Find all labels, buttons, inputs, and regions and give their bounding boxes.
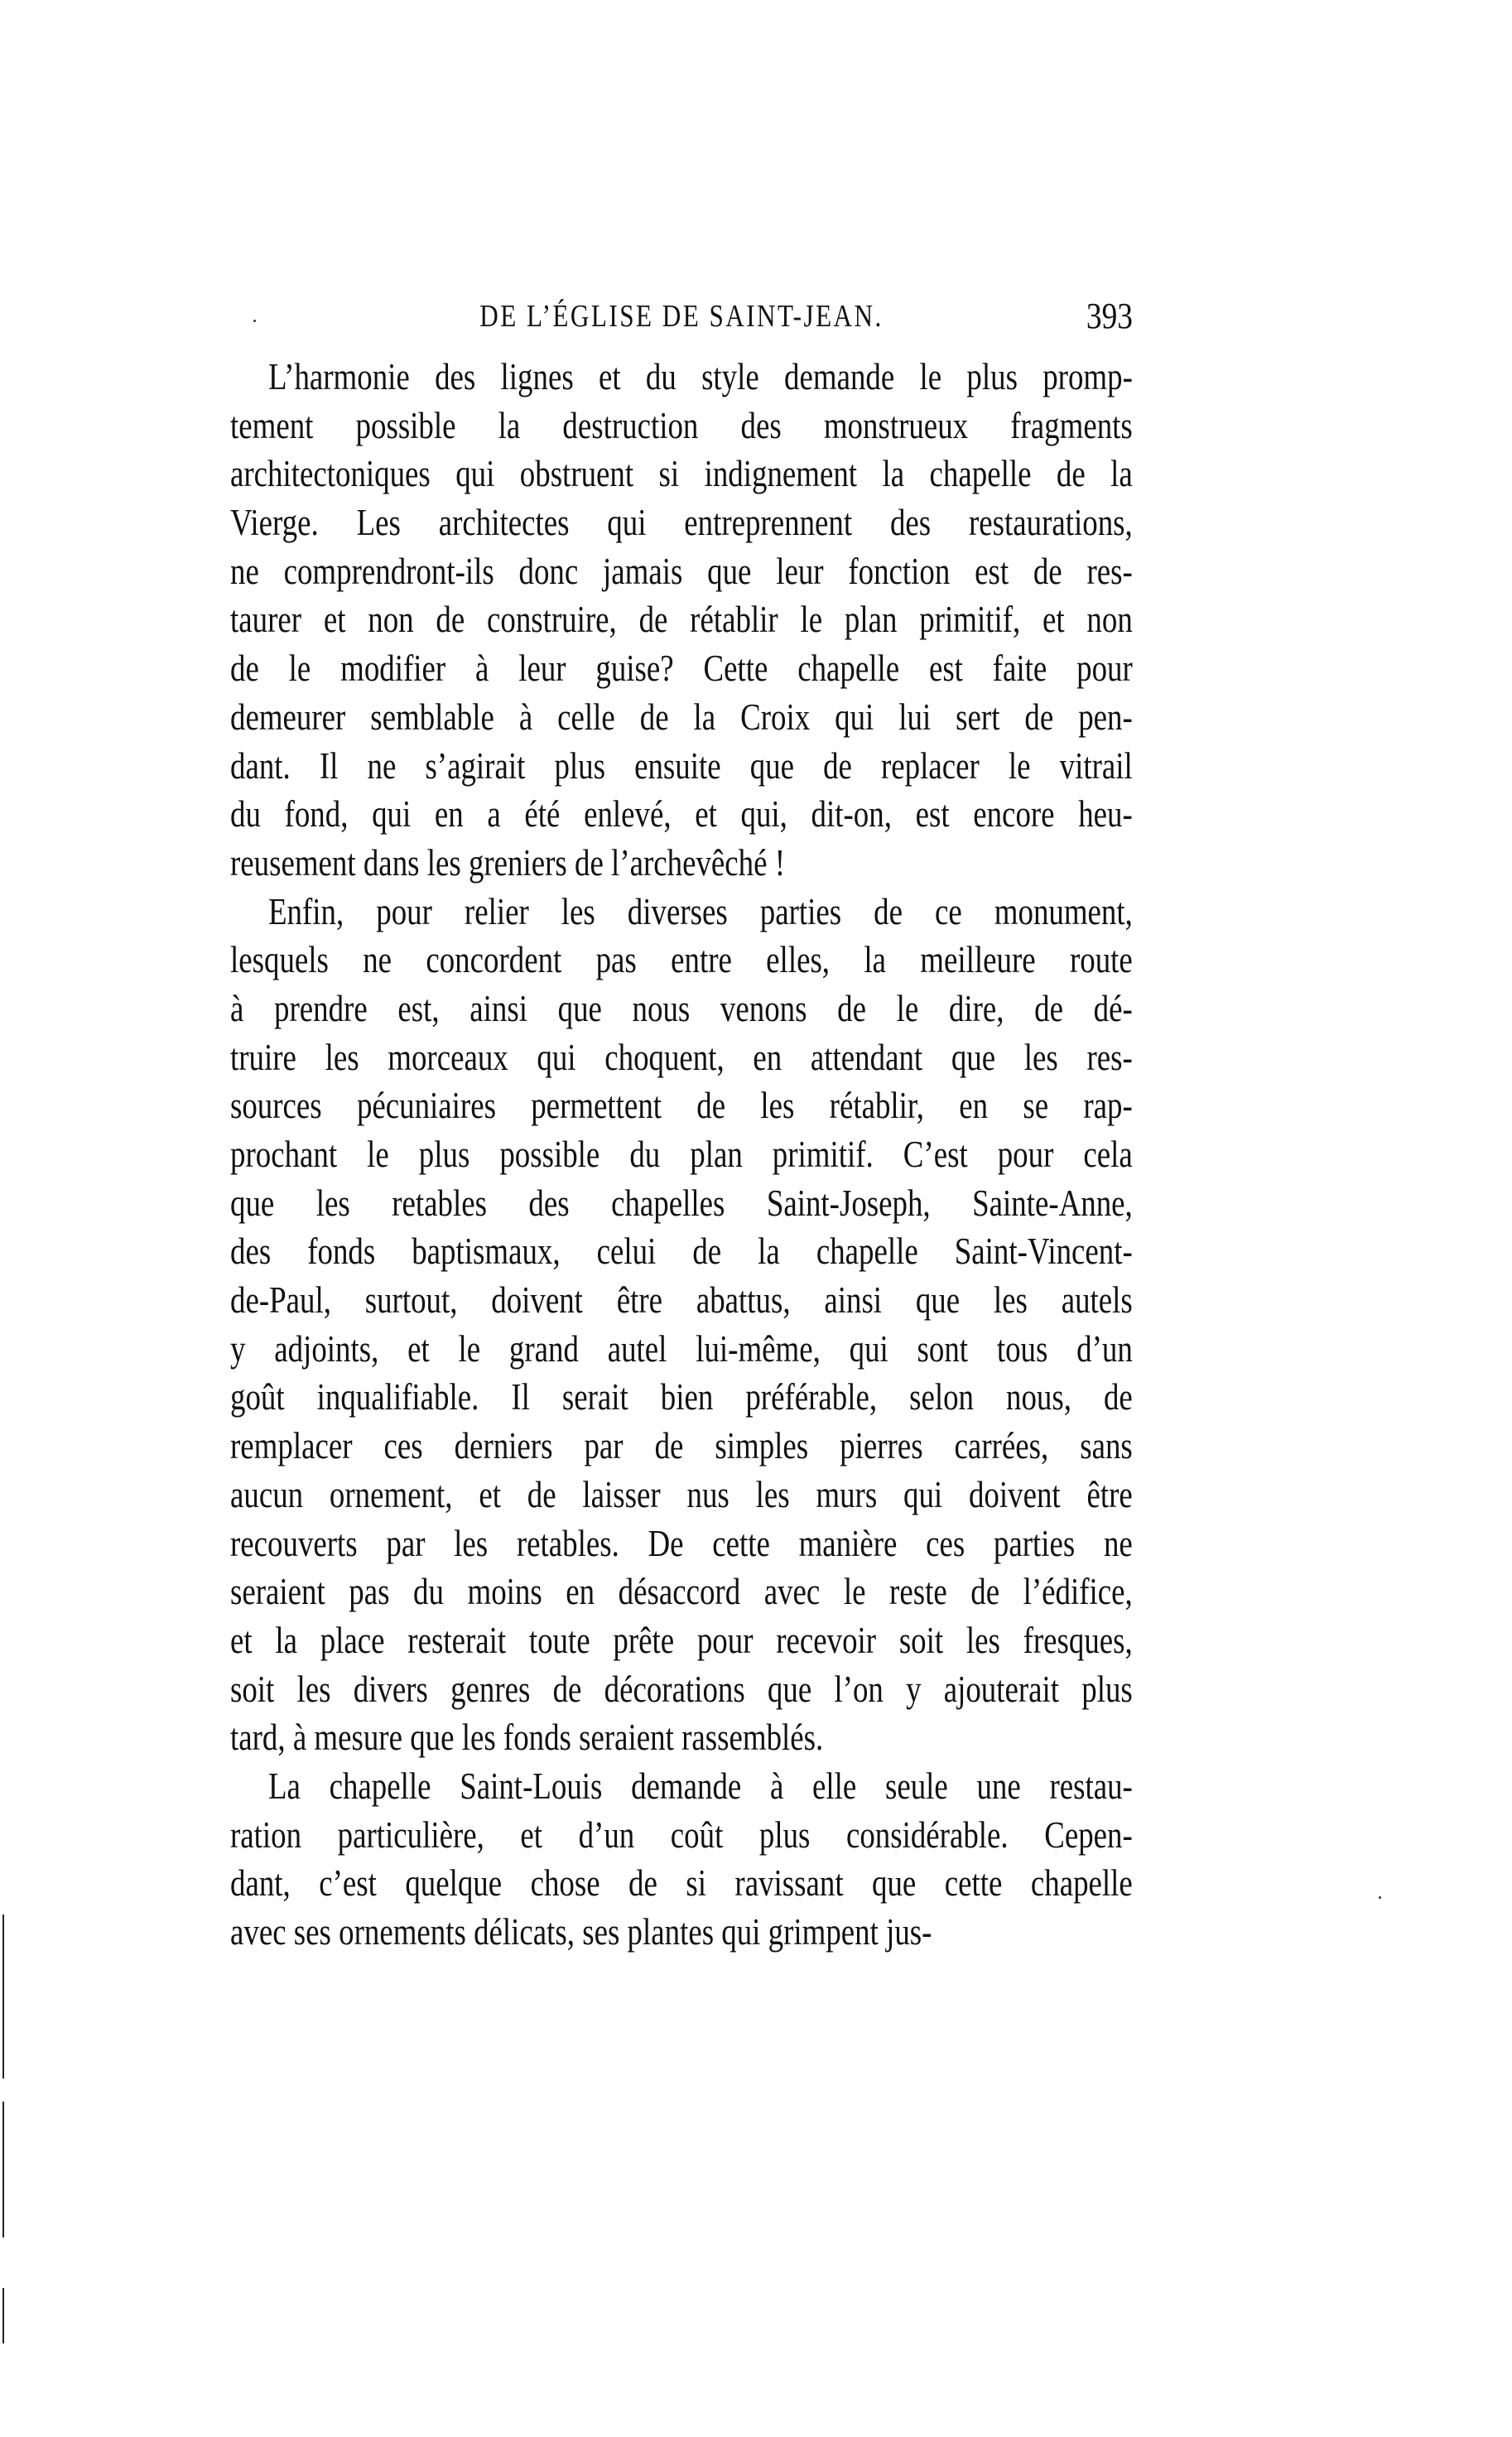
text-line xyxy=(230,1908,1133,1957)
body-text xyxy=(230,353,1133,1957)
margin-scan-line xyxy=(2,1914,4,2078)
running-title: DE L’ÉGLISE DE SAINT-JEAN. xyxy=(479,299,884,334)
margin-scan-line xyxy=(2,2102,4,2237)
text-line xyxy=(230,1811,1133,1860)
text-line-content: prochant le plus possible du plan primitif. C’est pour cela xyxy=(230,1134,1133,1175)
text-line xyxy=(230,1033,1133,1082)
text-line-content: La chapelle Saint-Louis demande à elle seule une restau- xyxy=(268,1765,1133,1807)
text-line xyxy=(230,1616,1133,1665)
text-line-content: tard, à mesure que les fonds seraient rassemblés. xyxy=(230,1717,824,1759)
text-line-content: que les retables des chapelles Saint-Joseph, Sainte-Anne, xyxy=(230,1182,1133,1224)
text-line-content: taurer et non de construire, de rétablir le plan primitif, et non xyxy=(230,599,1133,641)
text-line xyxy=(230,1471,1133,1520)
text-line-content: dant, c’est quelque chose de si ravissant que cette chapelle xyxy=(230,1862,1133,1905)
text-line xyxy=(230,1325,1133,1374)
text-line xyxy=(230,1276,1133,1325)
text-line-content: du fond, qui en a été enlevé, et qui, dit-on, est encore heu- xyxy=(230,793,1133,836)
text-line-content: remplacer ces derniers par de simples pierres carrées, sans xyxy=(230,1425,1133,1467)
text-line-content: demeurer semblable à celle de la Croix qui lui sert de pen- xyxy=(230,696,1133,738)
margin-scan-line xyxy=(2,2288,4,2343)
text-line-content: aucun ornement, et de laisser nus les murs qui doivent être xyxy=(230,1473,1133,1515)
text-line xyxy=(230,1713,1133,1762)
text-line xyxy=(230,693,1133,742)
paragraph xyxy=(230,353,1133,888)
text-line-content: Vierge. Les architectes qui entreprennent des restaurations, xyxy=(230,502,1133,544)
text-line xyxy=(230,936,1133,985)
text-line xyxy=(230,450,1133,498)
text-line-content: ration particulière, et d’un coût plus considérable. Cepen- xyxy=(230,1813,1133,1856)
text-line-content: à prendre est, ainsi que nous venons de le dire, de dé- xyxy=(230,987,1133,1029)
text-line xyxy=(230,1373,1133,1422)
text-line-content: recouverts par les retables. De cette manière ces parties ne xyxy=(230,1522,1133,1564)
paragraph xyxy=(230,1762,1133,1957)
text-line-content: de-Paul, surtout, doivent être abattus, ainsi que les autels xyxy=(230,1279,1133,1322)
text-line xyxy=(230,547,1133,596)
text-line-content: y adjoints, et le grand autel lui-même, qui sont tous d’un xyxy=(230,1327,1133,1370)
text-line xyxy=(230,1130,1133,1179)
scan-speck xyxy=(1379,1896,1381,1899)
text-line-content: reusement dans les greniers de l’archevêché ! xyxy=(230,841,786,884)
text-line-content: avec ses ornements délicats, ses plantes qui grimpent jus- xyxy=(230,1911,932,1953)
text-line xyxy=(230,1520,1133,1568)
text-line-content: L’harmonie des lignes et du style demande le plus promp- xyxy=(268,356,1133,397)
text-line xyxy=(230,1081,1133,1130)
paragraph xyxy=(230,888,1133,1762)
running-header xyxy=(230,298,1133,340)
text-line xyxy=(230,498,1133,547)
text-line xyxy=(230,1665,1133,1714)
text-line-content: goût inqualifiable. Il serait bien préférable, selon nous, de xyxy=(230,1376,1133,1418)
page-number: 393 xyxy=(1086,296,1133,336)
text-line-content: Enfin, pour relier les diverses parties de ce monument, xyxy=(268,890,1133,932)
text-line xyxy=(230,1568,1133,1616)
text-line-content: et la place resterait toute prête pour recevoir soit les fresques, xyxy=(230,1619,1133,1661)
text-line xyxy=(230,353,1133,402)
text-line-content: tement possible la destruction des monstrueux fragments xyxy=(230,404,1133,446)
text-line-content: seraient pas du moins en désaccord avec le reste de l’édifice, xyxy=(230,1571,1133,1613)
text-line xyxy=(230,839,1133,888)
text-line-content: dant. Il ne s’agirait plus ensuite que de replacer le vitrail xyxy=(230,744,1133,787)
text-line xyxy=(230,790,1133,839)
text-line xyxy=(230,985,1133,1033)
text-line xyxy=(230,1227,1133,1276)
text-line-content: architectoniques qui obstruent si indignement la chapelle de la xyxy=(230,453,1133,495)
text-line xyxy=(230,402,1133,450)
text-line xyxy=(230,644,1133,693)
text-line xyxy=(230,1422,1133,1471)
text-line xyxy=(230,595,1133,644)
text-line-content: lesquels ne concordent pas entre elles, la meilleure route xyxy=(230,939,1133,981)
scan-speck xyxy=(253,320,256,322)
text-line xyxy=(230,888,1133,937)
text-line-content: des fonds baptismaux, celui de la chapelle Saint-Vincent- xyxy=(230,1231,1133,1273)
text-line-content: truire les morceaux qui choquent, en attendant que les res- xyxy=(230,1036,1133,1078)
text-line xyxy=(230,1762,1133,1811)
text-line xyxy=(230,742,1133,791)
text-line xyxy=(230,1179,1133,1228)
text-line xyxy=(230,1859,1133,1908)
text-line-content: de le modifier à leur guise? Cette chapelle est faite pour xyxy=(230,648,1133,690)
text-line-content: sources pécuniaires permettent de les rétablir, en se rap- xyxy=(230,1085,1133,1127)
text-line-content: ne comprendront-ils donc jamais que leur fonction est de res- xyxy=(230,550,1133,592)
text-line-content: soit les divers genres de décorations que l’on y ajouterait plus xyxy=(230,1668,1133,1710)
